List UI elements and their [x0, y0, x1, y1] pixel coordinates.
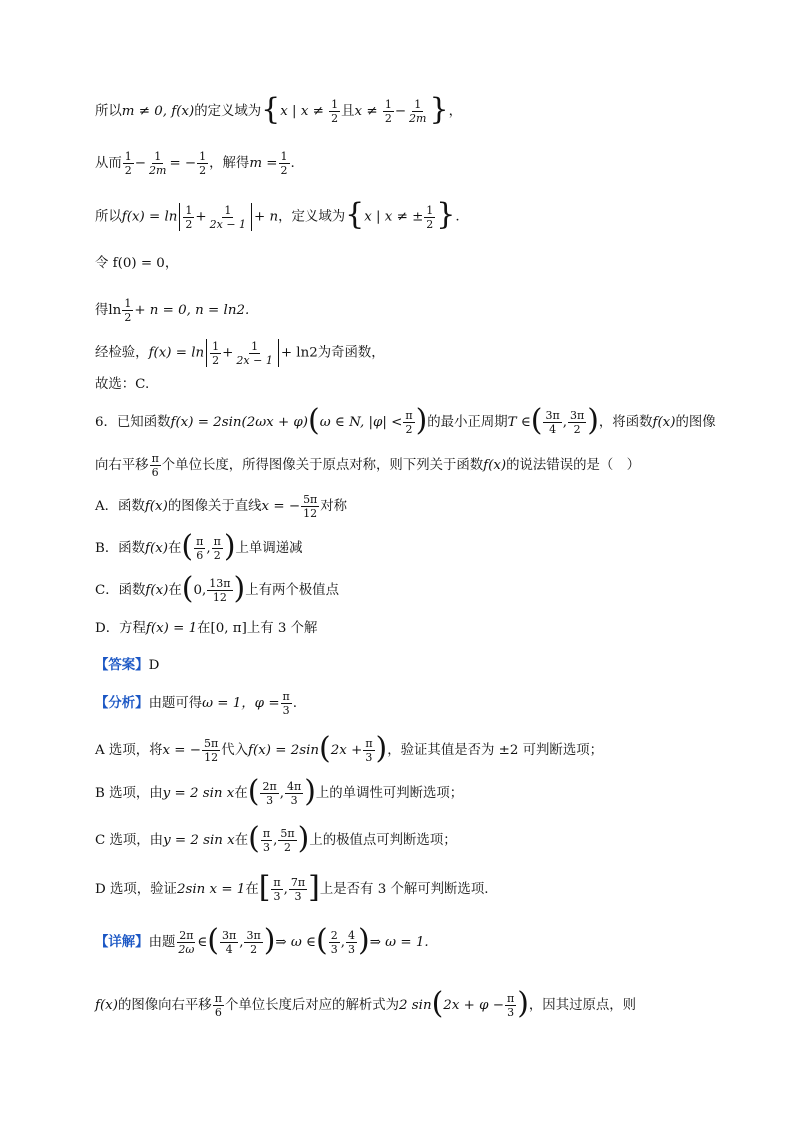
solution-line-6: 经检验，f(x) = ln $\frac{1}{2}$ + $\frac{1}{2x - 1}$ + ln2为奇函数， — [95, 339, 385, 367]
detail-tag: 【详解】 — [95, 934, 149, 950]
frac-one-2m: $\frac{1}{2m}$ — [409, 98, 427, 125]
question-6-line-2: 向右平移 $\frac{\pi}{6}$ 个单位长度，所得图像关于原点对称，则下列关于函数f(x)的说法错误的是（ ） — [95, 452, 641, 479]
option-d: D．方程f(x) = 1在[0, π]上有 3 个解 — [95, 621, 318, 636]
answer-line: 【答案】D — [95, 657, 160, 673]
solution-line-4: 令 f(0) = 0， — [95, 256, 179, 271]
solution-line-5: 得ln $\frac{1}{2}$ + n = 0, n = ln2. — [95, 297, 250, 324]
solution-line-7: 故选：C. — [95, 377, 150, 392]
question-6-line-1: 6．已知函数f(x) = 2sin(2ωx + φ)(ω ∈ N, |φ| < $\frac{\pi}{2}$ )的最小正周期T ∈( $\frac{3\pi}{4}$ , $\frac{3\pi}{2}$ )，将函数f(x)的图像 — [95, 402, 716, 438]
solution-line-2: 从而 $\frac{1}{2}$ − $\frac{1}{2m}$ = − $\frac{1}{2}$ ，解得m = $\frac{1}{2}$ . — [95, 150, 295, 177]
option-a: A．函数f(x)的图像关于直线x = − $\frac{5\pi}{12}$ 对称 — [95, 493, 348, 520]
analysis-b: B 选项，由y = 2 sin x在( $\frac{2\pi}{3}$ , $\frac{4\pi}{3}$ )上的单调性可判断选项； — [95, 773, 464, 809]
answer-tag: 【答案】 — [95, 657, 149, 673]
analysis-tag: 【分析】 — [95, 695, 149, 711]
solution-line-1: 所以m ≠ 0, f(x)的定义域为{x | x ≠ $\frac{1}{2}$ 且x ≠ $\frac{1}{2}$ − $\frac{1}{2m}$ }， — [95, 91, 462, 127]
analysis-c: C 选项，由y = 2 sin x在( $\frac{\pi}{3}$ , $\frac{5\pi}{2}$ )上的极值点可判断选项； — [95, 820, 457, 856]
analysis-line: 【分析】由题可得ω = 1，φ = $\frac{\pi}{3}$ . — [95, 690, 298, 717]
option-c: C．函数f(x)在(0, $\frac{13\pi}{12}$ )上有两个极值点 — [95, 570, 339, 606]
analysis-d: D 选项，验证2sin x = 1在[ $\frac{\pi}{3}$ , $\frac{7\pi}{3}$ ]上是否有 3 个解可判断选项. — [95, 869, 489, 905]
frac-half: $\frac{1}{2}$ — [331, 98, 339, 125]
analysis-a: A 选项，将x = − $\frac{5\pi}{12}$ 代入f(x) = 2sin(2x + $\frac{\pi}{3}$ )，验证其值是否为 ±2 可判断选项； — [95, 730, 603, 766]
detail-line-2: f(x)的图像向右平移 $\frac{\pi}{6}$ 个单位长度后对应的解析式为2 sin(2x + φ − $\frac{\pi}{3}$ )，因其过原点，则 — [95, 985, 637, 1021]
option-b: B．函数f(x)在( $\frac{\pi}{6}$ , $\frac{\pi}{2}$ )上单调递减 — [95, 528, 303, 564]
detail-line: 【详解】由题 $\frac{2\pi}{2\omega}$ ∈( $\frac{3\pi}{4}$ , $\frac{3\pi}{2}$ )⇒ ω ∈( $\frac{2}{3}$ , $\frac{4}{3}$ )⇒ ω = 1. — [95, 922, 429, 958]
solution-line-3: 所以f(x) = ln $\frac{1}{2}$ + $\frac{1}{2x - 1}$ + n，定义域为{x | x ≠ ± $\frac{1}{2}$ }. — [95, 197, 460, 232]
frac-half: $\frac{1}{2}$ — [384, 98, 392, 125]
